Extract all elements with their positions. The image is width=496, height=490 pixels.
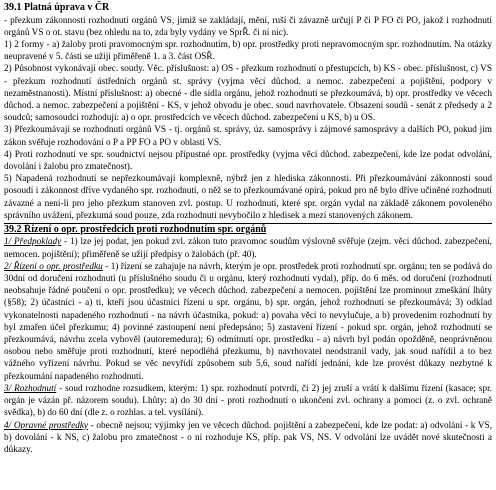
item-label: 1/ Předpoklady	[4, 237, 62, 248]
item-opravne-prostredky	[4, 420, 492, 457]
paragraph-intro: - přezkum zákonnosti rozhodnutí orgánů VS, jimiž se zakládají, mění, ruší či závazně určují P či P FO či PO, jakož i rozhodnutí orgánů VS o ot. stavu (bez ohledu na to, zda byly vydány ve SprŘ. či ní nic).	[4, 15, 492, 38]
section-rizeni	[4, 224, 492, 456]
item-text: - obecně nejsou; výjimky jen ve věcech důchod. pojištění a zabezpečení, kde lze podat: a) odvolání - k VS, b) dovolání - k NS, c) žalobu pro zmatečnost - o ní rozhoduje KS, příp. pak VS, NS. V odvolání lze uvádět nové skutečnosti a důkazy.	[4, 420, 493, 455]
item-rizeni	[4, 261, 492, 383]
section-title-platna-uprava: 39.1 Platná úprava v ČR	[4, 2, 110, 13]
item-text: - 1) řízení se zahajuje na návrh, kterým je opr. prostředek proti rozhodnutí spr. orgánu; ten se podává do 30dní od doručení rozhodnutí (u příslušného soudu či u orgánu, který rozhodnutí vydal), příp. do 6 měs. od doručení (rozhodnutí neobsahuje řádné poučení o opr. prostředku); ve věcech důchod. zabezpečení a nemocen. pojištění lze prominout zmeškání lhůty (§58); 2) účastníci - a) ti, kteří jsou účastníci řízení u spr. orgánu, b) spr. orgán, jehož rozhodnutí se přezkoumává; 3) odklad vykonatelnosti napadeného rozhodnutí - na návrh účastníka, pokud: a) povaha věci to nevylučuje, a b) provedením rozhodnutí by byl zmařen účel přezkumu; 4) povinné zastoupení není předepsáno; 5) zastavení řízení - pokud spr. orgán, jehož rozhodnutí se přezkoumává, návrhu zcela vyhověl (autoremedura); 6) odmítnutí opr. prostředku - a) návrh byl podán opožděně, neoprávněnou osobou nebo směřuje proti rozhodnutí, které nepodléhá přezkumu, b) navrhovatel neodstranil vady, jak soud nařídil a to bez vážného vyřízení návrhu. Pokud se věc nevyřídí způsobem sub 5,6, soud nařídí jednání, kde lze provést důkazy nezbytné k přezkoumání napadeného rozhodnutí.	[4, 261, 492, 382]
item-label: 4/ Opravné prostředky	[4, 420, 89, 431]
item-label: 2/ Řízení o opr. prostředku	[4, 261, 103, 272]
item-predpoklady	[4, 236, 492, 260]
paragraph-3: 3) Přezkoumávají se rozhodnutí orgánů VS - tj. orgánů st. správy, úz. samosprávy i zájmové samosprávy a dalších PO, pokud jim zákon svěřuje rozhodování o P a PP FO a PO v oblasti VS.	[4, 125, 492, 148]
document-page	[4, 0, 492, 456]
paragraph-5: 5) Napadená rozhodnutí se nepřezkoumávají komplexně, nýbrž jen z hlediska zákonnosti. Při přezkoumávání zákonnosti soud posoudí i zákonnost dříve vydaného spr. rozhodnutí, o něž se to přezkoumávané opírá, pokud pro ně bylo dříve učiněné rozhodnutí závazné a není-li pro jeho přezkum stanoven zvl. postup. U rozhodnutí, které spr. orgán vydal na základě zákonem povoleného správního uvážení, přezkumá soud pouze, zda rozhodnutí nevybočilo z hledisek a mezí stanovených zákonem.	[4, 174, 492, 221]
item-rozhodnuti	[4, 383, 492, 420]
item-text: - 1) lze jej podat, jen pokud zvl. zákon tuto pravomoc soudům výslovně svěřuje (zejm. věci důchod. zabezpečení, nemocen. pojištění); přiměřeně se užijí předpisy o žalobách (př. 40).	[4, 237, 492, 260]
paragraph-2: 2) Působnost vykonávají obec. soudy. Věc. příslušnost: a) OS - přezkum rozhodnutí o přestupcích, b) KS - obec. příslušnost, c) VS - přezkum rozhodnutí ústředních orgánů st. správy (vyjma věcí důchod. a nemoc. zabezpečení a pojištění, podpory v nezaměstnanosti). Místní příslušnost: a) obecné - dle sídla orgánu, jehož rozhodnutí se přezkoumává, b) opr. prostředky ve věcech důchod. a nemoc. zabezpečení a pojištění - KS, v jehož obvodu je obec. soud navrhovatele. Obsazení soudů - senát z předsedy a 2 soudců; samosoudci rozhodují: a) o opr. prostředcích ve věcech důchod. zabezpečení u KS, b) u OS.	[4, 64, 492, 124]
section-title-rizeni: 39.2 Řízení o opr. prostředcích proti rozhodnutím spr. orgánů	[4, 223, 267, 235]
section-platna-uprava	[4, 2, 492, 224]
paragraph-4: 4) Proti rozhodnutí ve spr. soudnictví nejsou přípustné opr. prostředky (vyjma věcí důchod. zabezpečení, kde lze podat odvolání, dovolání i žalobu pro zmatečnost).	[4, 149, 492, 172]
item-label: 3/ Rozhodnutí	[4, 383, 57, 394]
paragraph-1: 1) 2 formy - a) žaloby proti pravomocným spr. rozhodnutím, b) opr. prostředky proti nepravomocným spr. rozhodnutím. Na otázky neupravené v 5. části se užijí přiměřeně 1. a 3. část OSŘ.	[4, 39, 492, 63]
item-text: - soud rozhodne rozsudkem, kterým: 1) spr. rozhodnutí potvrdí, či 2) jej zruší a vrátí k dalšímu řízení (kasace; spr. orgán je vázán př. názorem soudu). Lhůty: a) do 30 dní - proti rozhodnutí o ukončení zvl. ochrany a pomoci (z. o zvl. ochraně svědka), b) do 60 dní (dle z. o rozhlas. a tel. vysílání).	[4, 383, 492, 419]
